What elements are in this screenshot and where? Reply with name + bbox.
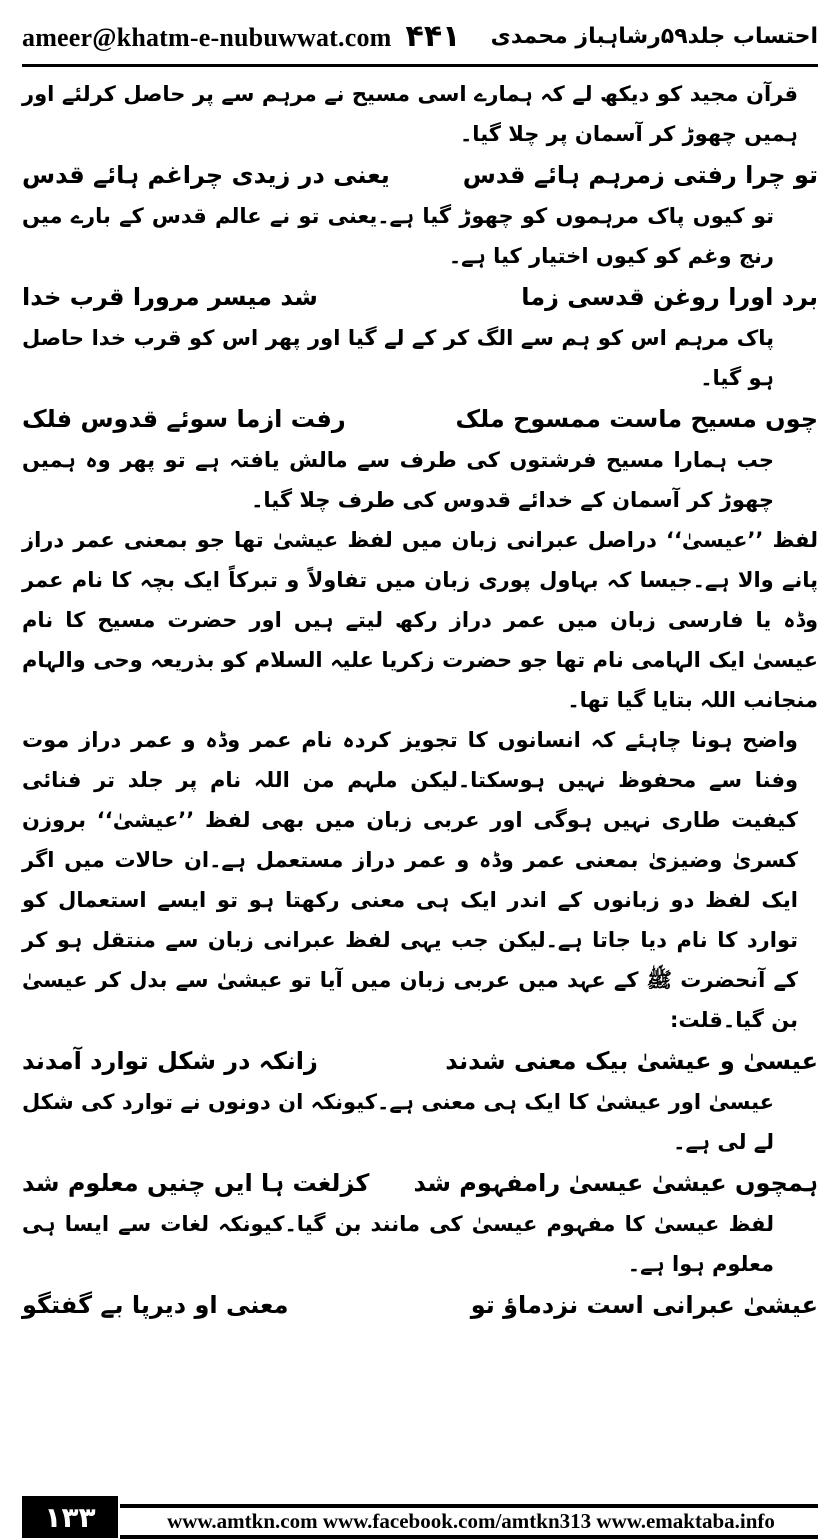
- footer-divider-bottom: [120, 1535, 818, 1539]
- header-left: [22, 19, 460, 54]
- verse-couplet: [22, 276, 818, 318]
- verse-couplet: [22, 1284, 818, 1326]
- footer-page-number: ۱۳۳: [22, 1496, 118, 1538]
- verse-first-half: برد اورا روغن قدسی زما: [521, 283, 818, 311]
- header-page-number: ۴۴۱: [405, 18, 461, 54]
- paragraph: قرآن مجید کو دیکھ لے کہ ہمارے اسی مسیح نے مرہم سے پر حاصل کرلئے اور ہمیں چھوڑ کر آسمان پر چلا گیا۔: [22, 82, 798, 146]
- header-title: احتساب جلد۵۹رشاہباز محمدی: [490, 23, 818, 49]
- verse-first-half: عیسیٰ و عیشیٰ بیک معنی شدند: [445, 1047, 818, 1075]
- verse-first-half: عیشیٰ عبرانی است نزدماؤ تو: [470, 1291, 818, 1319]
- header-email[interactable]: ameer@khatm-e-nubuwwat.com: [22, 22, 392, 52]
- paragraph: واضح ہونا چاہئے کہ انسانوں کا تجویز کردہ نام عمر وڈہ و عمر دراز موت وفنا سے محفوظ نہیں ہوسکتا۔لیکن ملہم من اللہ نام پر جلد تر فنائی کیفیت طاری نہیں ہوگی اور عربی زبان میں بھی لفظ ’’عیشیٰ‘‘ بروزن کسریٰ وضیزیٰ بمعنی عمر وڈہ و عمر دراز مستعمل ہے۔ان حالات میں اگر ایک لفظ دو زبانوں کے اندر ایک ہی معنی رکھتا ہو تو ایسے استعمال کو توارد کا نام دیا جاتا ہے۔لیکن جب یہی لفظ عبرانی زبان سے منتقل ہو کر کے آنحضرت ﷺ کے عہد میں عربی زبان میں آیا تو عیشیٰ سے بدل کر عیسیٰ بن گیا۔قلت:: [22, 728, 798, 1032]
- verse-second-half: شد میسر مرورا قرب خدا: [22, 283, 318, 311]
- verse-translation: تو کیوں پاک مرہموں کو چھوڑ گیا ہے۔یعنی تو نے عالم قدس کے بارے میں رنج وغم کو کیوں اختیار کیا ہے۔: [22, 204, 774, 268]
- verse-second-half: معنی او دیرپا بے گفتگو: [22, 1291, 289, 1319]
- verse-second-half: رفت ازما سوئے قدوس فلک: [22, 405, 346, 433]
- verse-first-half: ہمچوں عیشیٰ عیسیٰ رامفہوم شد: [413, 1169, 818, 1197]
- verse-couplet: [22, 398, 818, 440]
- verse-translation: پاک مرہم اس کو ہم سے الگ کر کے لے گیا اور پھر اس کو قرب خدا حاصل ہو گیا۔: [22, 326, 774, 390]
- verse-translation: لفظ عیسیٰ کا مفہوم عیسیٰ کی مانند بن گیا۔کیونکہ لغات سے ایسا ہی معلوم ہوا ہے۔: [22, 1212, 774, 1276]
- verse-couplet: [22, 1040, 818, 1082]
- verse-second-half: زانکہ در شکل توارد آمدند: [22, 1047, 318, 1075]
- header-divider: [22, 64, 818, 67]
- verse-second-half: یعنی در زیدی چراغم ہائے قدس: [22, 161, 390, 189]
- verse-translation: عیسیٰ اور عیشیٰ کا ایک ہی معنی ہے۔کیونکہ ان دونوں نے توارد کی شکل لے لی ہے۔: [22, 1090, 774, 1154]
- page-body: [22, 74, 818, 1326]
- footer-links[interactable]: www.amtkn.com www.facebook.com/amtkn313 www.emaktaba.info: [167, 1508, 775, 1533]
- verse-second-half: کزلغت ہا ایں چنیں معلوم شد: [22, 1169, 370, 1197]
- verse-couplet: [22, 154, 818, 196]
- paragraph: لفظ ’’عیسیٰ‘‘ دراصل عبرانی زبان میں لفظ عیشیٰ تھا جو بمعنی عمر دراز پانے والا ہے۔جیسا کہ بہاول پوری زبان میں تفاولاً و تبرکاً ایک بچہ کا نام عمر وڈہ یا فارسی زبان میں عمر دراز رکھ لیتے ہیں اور حضرت مسیح کا نام عیسیٰ ایک الہامی نام تھا جو حضرت زکریا علیہ السلام کو بذریعہ وحی والہام منجانب اللہ بتایا گیا تھا۔: [22, 528, 818, 712]
- verse-translation: جب ہمارا مسیح فرشتوں کی طرف سے مالش یافتہ ہے تو پھر وہ ہمیں چھوڑ کر آسمان کے خدائے قدوس کی طرف چلا گیا۔: [22, 448, 774, 512]
- verse-first-half: تو چرا رفتی زمرہم ہائے قدس: [462, 161, 818, 189]
- verse-first-half: چوں مسیح ماست ممسوح ملک: [455, 405, 818, 433]
- page-header: [22, 10, 818, 62]
- verse-couplet: [22, 1162, 818, 1204]
